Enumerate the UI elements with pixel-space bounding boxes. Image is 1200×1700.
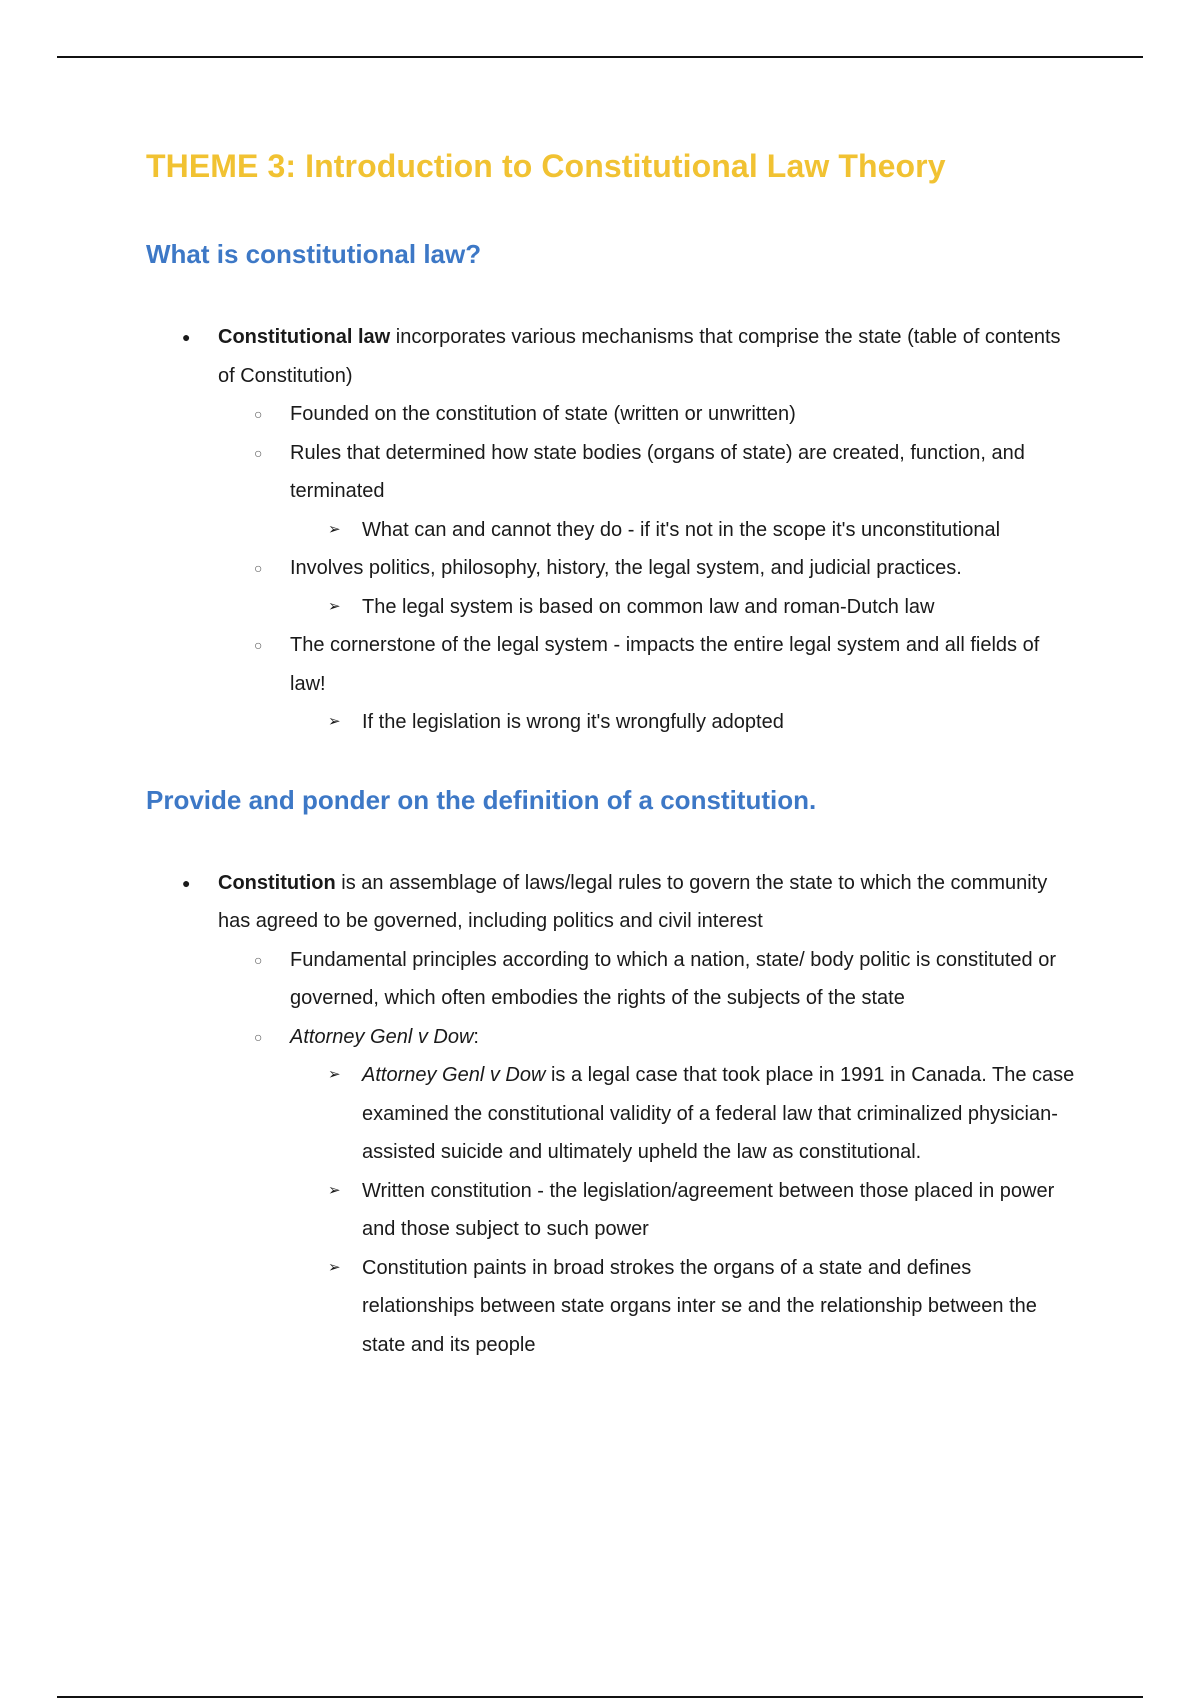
list-item xyxy=(290,1056,1076,1172)
list-item xyxy=(290,511,1076,550)
section1-sublist xyxy=(218,395,1076,511)
theme-title: THEME 3: Introduction to Constitutional Law Theory xyxy=(146,148,946,184)
list-item xyxy=(218,549,1076,588)
section-heading-constitutional-law: What is constitutional law? xyxy=(146,239,482,269)
sub-item-text: Fundamental principles according to which a nation, state/ body politic is constituted or governed, which often embodies the rights of the subjects of the state xyxy=(290,948,1056,1009)
section1-list xyxy=(146,318,1076,395)
list-item xyxy=(290,588,1076,627)
list-item xyxy=(218,1018,1076,1057)
bold-term: Constitutional law xyxy=(218,326,391,348)
sub-item-text: Rules that determined how state bodies (organs of state) are created, function, and terminated xyxy=(290,441,1025,502)
list-item xyxy=(290,703,1076,742)
subsub-item-text: Written constitution - the legislation/agreement between those placed in power and those subject to such power xyxy=(362,1179,1055,1240)
case-name: Attorney Genl v Dow xyxy=(290,1025,474,1048)
section1-subsublist xyxy=(290,511,1076,550)
subsub-item-text: The legal system is based on common law and roman-Dutch law xyxy=(362,595,935,618)
top-rule xyxy=(57,56,1143,58)
subsub-item-text: What can and cannot they do - if it's not in the scope it's unconstitutional xyxy=(362,518,1001,541)
list-item xyxy=(146,318,1076,395)
list-item xyxy=(146,864,1076,941)
section1-sublist xyxy=(218,626,1076,703)
colon: : xyxy=(473,1025,479,1048)
sub-item-text: Founded on the constitution of state (written or unwritten) xyxy=(290,403,796,425)
section1-subsublist xyxy=(290,588,1076,627)
subsub-item-text: If the legislation is wrong it's wrongfully adopted xyxy=(362,711,784,733)
list-item xyxy=(290,1249,1076,1365)
case-name: Attorney Genl v Dow xyxy=(362,1064,546,1086)
section-heading-definition: Provide and ponder on the definition of a constitution. xyxy=(146,784,817,815)
subsub-item-text: is a legal case that took place in 1991 in Canada. The case examined the constitutional validity of a federal law that criminalized physician-assisted suicide and ultimately upheld the law as constitutional. xyxy=(362,1064,1075,1163)
list-item xyxy=(218,941,1076,1018)
list-item xyxy=(218,434,1076,511)
list-item xyxy=(290,1172,1076,1249)
bold-term: Constitution xyxy=(218,871,336,894)
section2-list xyxy=(146,864,1076,941)
bottom-rule xyxy=(57,1696,1143,1698)
subsub-item-text: Constitution paints in broad strokes the organs of a state and defines relationships between state organs inter se and the relationship between the state and its people xyxy=(362,1256,1037,1356)
bullet-text: is an assemblage of laws/legal rules to govern the state to which the community has agreed to be governed, including politics and civil interest xyxy=(218,871,1048,932)
section2-sublist xyxy=(218,941,1076,1057)
section2-subsublist xyxy=(290,1056,1076,1364)
section1-subsublist xyxy=(290,703,1076,742)
bullet-text: incorporates various mechanisms that comprise the state (table of contents of Constitution) xyxy=(218,326,1061,387)
list-item xyxy=(218,626,1076,703)
sub-item-text: Involves politics, philosophy, history, the legal system, and judicial practices. xyxy=(290,557,962,579)
document-body xyxy=(146,140,1076,1364)
list-item xyxy=(218,395,1076,434)
section1-sublist xyxy=(218,549,1076,588)
sub-item-text: The cornerstone of the legal system - impacts the entire legal system and all fields of law! xyxy=(290,634,1040,695)
